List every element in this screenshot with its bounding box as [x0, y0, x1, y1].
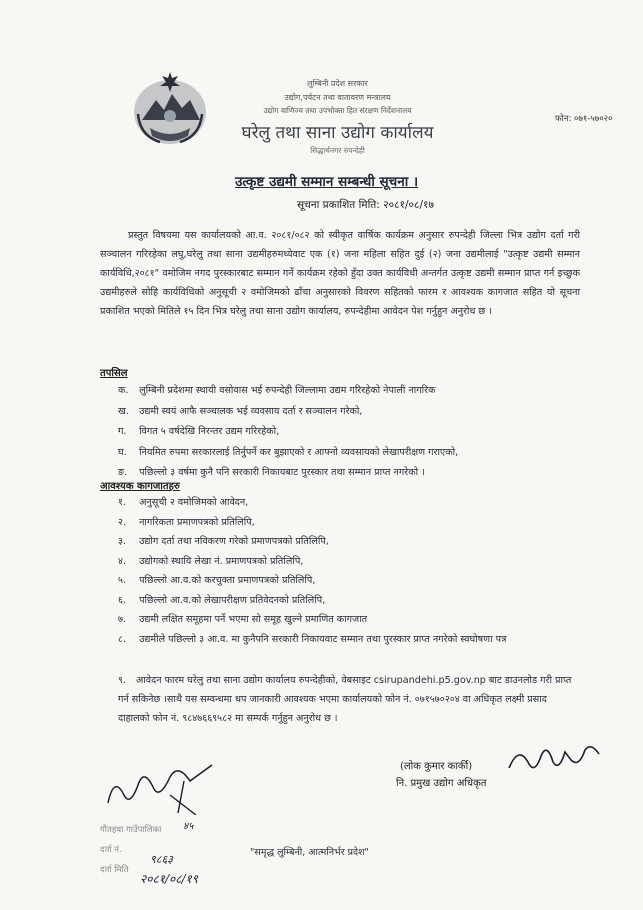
list-item: २. नागरिकता प्रमाणपत्रको प्रतिलिपि,: [118, 516, 255, 528]
directorate-name: उद्योग वाणिज्य तथा उपभोक्ता हित संरक्षण निर्देशनालय: [263, 106, 412, 115]
letterhead: [215, 78, 460, 156]
slogan: "समृद्ध लुम्बिनी, आत्मनिर्भर प्रदेश": [250, 847, 369, 858]
list-item: ४. उद्योगको स्थायि लेखा नं. प्रमाणपत्रको प्रतिलिपि,: [118, 555, 304, 567]
handwritten-reg-date: २०८१/०८/१९: [140, 872, 199, 886]
nepal-emblem-icon: [130, 70, 210, 148]
ministry-name: उद्योग,पर्यटन तथा वातावरण मन्त्रालय: [284, 93, 391, 102]
list-item: क. लुम्बिनी प्रदेशमा स्थायी वसोवास भई रुपन्देही जिल्लामा उद्यम गरिरहेको नेपाली नागरिक: [118, 385, 436, 396]
office-phone: फोन: ०७१-५७०२०: [555, 114, 613, 124]
province-government: लुम्बिनी प्रदेश सरकार: [307, 79, 368, 88]
handwritten-reg-no: ९८६३: [150, 853, 173, 866]
received-signature-icon: [100, 755, 220, 815]
list-item: १. अनुसूची २ वमोजिमको आवेदन,: [118, 497, 249, 508]
list-item: ३. उद्योग दर्ता तथा नविकरण गरेको प्रमाणपत्रको प्रतिलिपि,: [118, 536, 329, 547]
office-location: सिद्धार्थनगर रुपन्देही: [310, 146, 365, 155]
conditions-list: [118, 383, 588, 486]
handwritten-tag: ४५: [183, 821, 194, 832]
list-item: ख. उद्यमी स्वयं आफै सञ्चालक भई व्यवसाय दर्ता र सञ्चालन गरेको,: [118, 405, 363, 417]
list-item: ग. विगत ५ वर्षदेखि निरन्तर उद्यम गरिरहेको,: [118, 426, 280, 437]
list-item: ङ. पछिल्लो ३ वर्षमा कुनै पनि सरकारी निकायबाट पुरस्कार तथा सम्मान प्राप्त नगरेको ।: [118, 467, 425, 478]
list-item: घ. नियमित रुपमा सरकारलाई तिर्नुपर्ने कर बुझाएको र आफ्नो व्यवसायको लेखापरीक्षण गराएको,: [118, 446, 459, 458]
documents-list: [118, 495, 588, 653]
list-item: ६. पछिल्लो आ.व.को लेखापरीक्षण प्रतिवेदनको प्रतिलिपि,: [118, 594, 326, 606]
notice-title: उत्कृष्ट उद्यमी सम्मान सम्बन्धी सूचना ।: [235, 174, 419, 190]
list-item: ८. उद्यमीले पछिल्लो ३ आ.व. मा कुनैपनि सरकारी निकायवाट सम्मान तथा पुरस्कार प्राप्त नगरेको स्वघोषणा पत्र: [118, 633, 507, 645]
published-date: सूचना प्रकाशित मिति: २०८१/०८/१७: [297, 199, 434, 211]
signatory-title: नि. प्रमुख उद्योग अधिकृत: [396, 778, 487, 789]
notice-body: प्रस्तुत विषयमा यस कार्यालयको आ.व. २०८१/०८२ को स्वीकृत वार्षिक कार्यक्रम अनुसार रुपन्देही जिल्ला भित्र उद्योग दर्ता गरी सञ्चालन गरिरहेका लघु,घरेलु तथा साना उद्यमीहरुमध्येवाट एक (१) जना महिला सहित दुई (२) जना उद्यमीलाई "उत्कृष्ट उद्यमी सम्मान कार्यविधि,२०८१" वमोजिम नगद पुरस्कारबाट सम्मान गर्ने कार्यक्रम रहेको हुँदा उक्त कार्यविधी अन्तर्गत उत्कृष्ट उद्यमी सम्मान प्राप्त गर्न इच्छुक उद्यमीहरुले सोहि कार्यविधिको अनुसूची २ वमोजिमको ढाँचा अनुसारको विवरण सहितको फारम र आवश्यक कागजात सहित यो सूचना प्रकाशित भएको मितिले १५ दिन भित्र घरेलु तथा साना उद्योग कार्यालय, रुपन्देहीमा आवेदन पेश गर्नुहुन अनुरोध छ ।: [100, 230, 580, 317]
download-instructions: ९. आवेदन फारम घरेलु तथा साना उद्योग कार्यालय रुपन्देहीको, वेबसाइट csirupandehi.p5.gov.np बाट डाउनलोड गरी प्राप्त गर्न सकिनेछ ।साथै यस सम्वन्धमा थप जानकारी आवश्यक भएमा कार्यालयको फोन नं. ०७१५७०२०४ वा अधिकृत लक्ष्मी प्रसाद दाहालको फोन नं. ९८४७६६९५८२ मा सम्पर्क गर्नुहुन अनुरोध छ ।: [118, 675, 572, 724]
officer-signature-icon: [505, 738, 605, 778]
list-item: ५. पछिल्लो आ.व.को करचुक्ता प्रमाणपत्रको प्रतिलिपि,: [118, 575, 316, 586]
conditions-heading: तपसिल: [100, 368, 128, 379]
office-name: घरेलु तथा साना उद्योग कार्यालय: [241, 123, 434, 143]
signatory-name: (लोक कुमार कार्की): [400, 761, 473, 772]
documents-heading: आवश्यक कागजातहरु: [100, 481, 180, 492]
list-item: ७. उद्यमी लक्षित समूहमा पर्ने भएमा सो समूह खुल्ने प्रमाणित कागजात: [118, 614, 368, 625]
received-stamp: गौतहवा गाउँपालिका दर्ता नं. दर्ता मिति: [100, 825, 162, 875]
